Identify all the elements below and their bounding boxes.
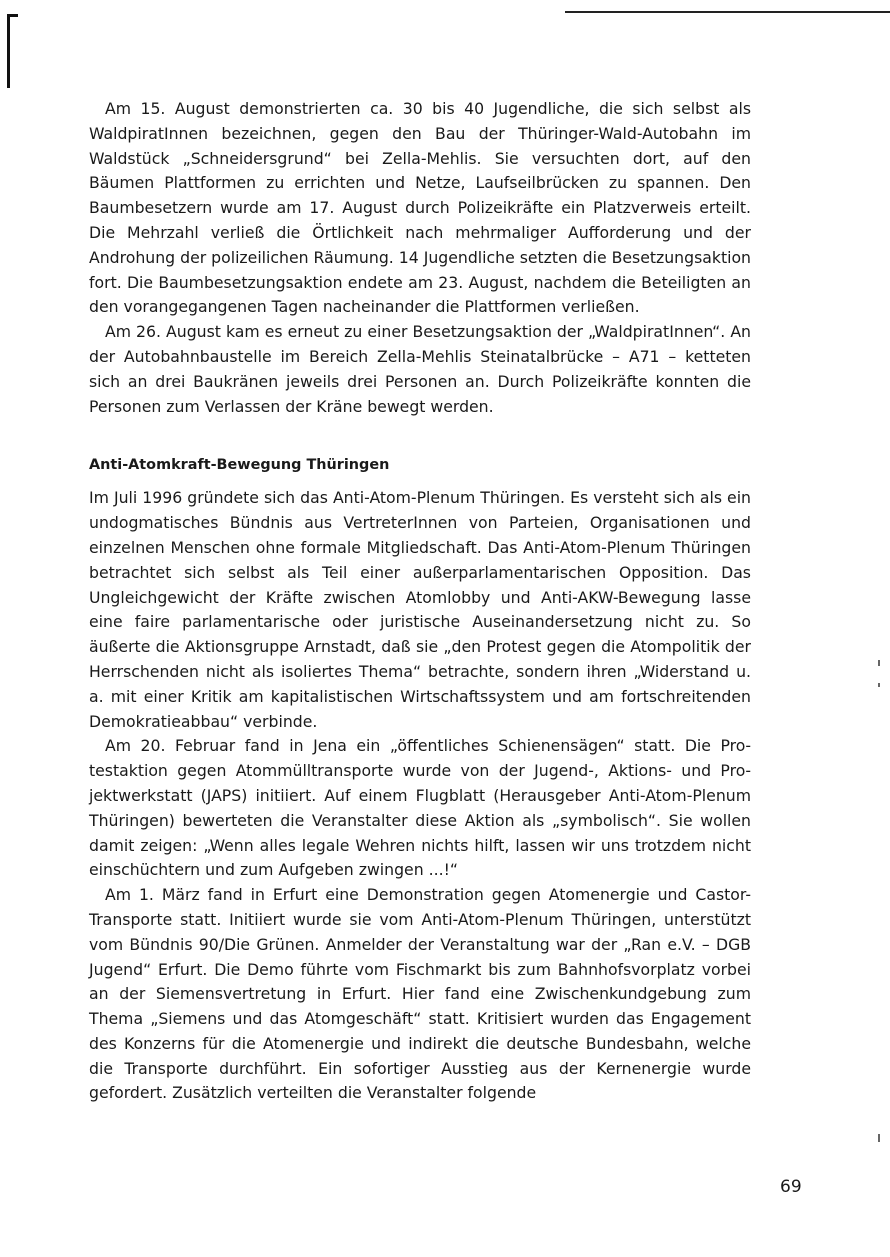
- scan-speck: [878, 660, 880, 666]
- page-body: [89, 97, 751, 1106]
- paragraph-anti-atom-plenum: Im Juli 1996 gründete sich das Anti-Atom-Plenum Thüringen. Es versteht sich als ein undogmatisches Bündnis aus VertreterInnen von Parteien, Organisationen und einzelnen Menschen ohne formale Mitgliedschaft. Das Anti-Atom-Plenum Thüringen betrachtet sich selbst als Teil einer außerparlamentarischen Opposition. Das Ungleichgewicht der Kräfte zwischen Atomlobby und Anti-AKW-Bewegung lasse eine faire parlamentarische oder juristische Auseinandersetzung nicht zu. So äußerte die Aktionsgruppe Arnstadt, daß sie „den Protest gegen die Atompolitik der Herrschenden nicht als isoliertes Thema“ betrachte, sondern ihren „Widerstand u. a. mit einer Kritik am kapitalistischen Wirtschaftssystem und am fortschreitenden Demokratieabbau“ verbinde.: [89, 488, 751, 731]
- scan-corner-mark-top: [7, 14, 18, 17]
- section-heading: Anti-Atomkraft-Bewegung Thüringen: [89, 457, 390, 474]
- paragraph-schienensaegen-jena: Am 20. Februar fand in Jena ein „öffentliches Schienensägen“ statt. Die Protestaktion gegen Atommülltransporte wurde von der Jugend-, Aktions- und Projektwerkstatt (JAPS) initiiert. Auf einem Flugblatt (Herausgeber Anti-Atom-Plenum Thüringen) bewerteten die Veranstalter diese Aktion als „symbolisch“. Sie wollen damit zeigen: „Wenn alles legale Wehren nichts hilft, lassen wir uns trotzdem nicht einschüchtern und zum Aufgeben zwingen ...!“: [89, 736, 751, 880]
- scan-corner-mark: [7, 14, 10, 88]
- scan-speck: [878, 683, 880, 687]
- scan-speck: [878, 1134, 880, 1142]
- page-top-rule: [565, 11, 890, 13]
- paragraph-waldpiraten-august-26: Am 26. August kam es erneut zu einer Besetzungsaktion der „WaldpiratInnen“. An der Autobahnbaustelle im Bereich Zella-Mehlis Steinatalbrücke – A71 – ketteten sich an drei Baukränen jeweils drei Personen an. Durch Polizeikräfte konnten die Personen zum Verlassen der Kräne bewegt werden.: [89, 322, 751, 416]
- page-number: 69: [780, 1177, 802, 1197]
- paragraph-waldpiraten-august-15: Am 15. August demonstrierten ca. 30 bis 40 Jugendliche, die sich selbst als WaldpiratInnen bezeichnen, gegen den Bau der Thüringer-Wald-Autobahn im Waldstück „Schneidersgrund“ bei Zella-Mehlis. Sie versuchten dort, auf den Bäumen Plattformen zu errichten und Netze, Laufseilbrücken zu spannen. Den Baumbesetzern wurde am 17. August durch Polizeikräfte ein Platzverweis erteilt. Die Mehrzahl verließ die Örtlichkeit nach mehrmaliger Aufforderung und der Androhung der polizeilichen Räumung. 14 Jugendliche setzten die Besetzungsaktion fort. Die Baumbesetzungsaktion endete am 23. August, nachdem die Beteiligten an den vorangegangenen Tagen nacheinander die Plattformen verließen.: [89, 99, 751, 317]
- paragraph-demonstration-erfurt: Am 1. März fand in Erfurt eine Demonstration gegen Atomenergie und Castor-Transporte statt. Initiiert wurde sie vom Anti-Atom-Plenum Thüringen, unterstützt vom Bündnis 90/Die Grünen. Anmelder der Veranstaltung war der „Ran e.V. – DGB Jugend“ Erfurt. Die Demo führte vom Fischmarkt bis zum Bahnhofsvorplatz vorbei an der Siemensvertretung in Erfurt. Hier fand eine Zwischenkundgebung zum Thema „Siemens und das Atomgeschäft“ statt. Kritisiert wurden das Engagement des Konzerns für die Atomenergie und indirekt die deutsche Bundesbahn, welche die Transporte durchführt. Ein sofortiger Ausstieg aus der Kernenergie wurde gefordert. Zusätzlich verteilten die Veranstalter folgende: [89, 885, 751, 1103]
